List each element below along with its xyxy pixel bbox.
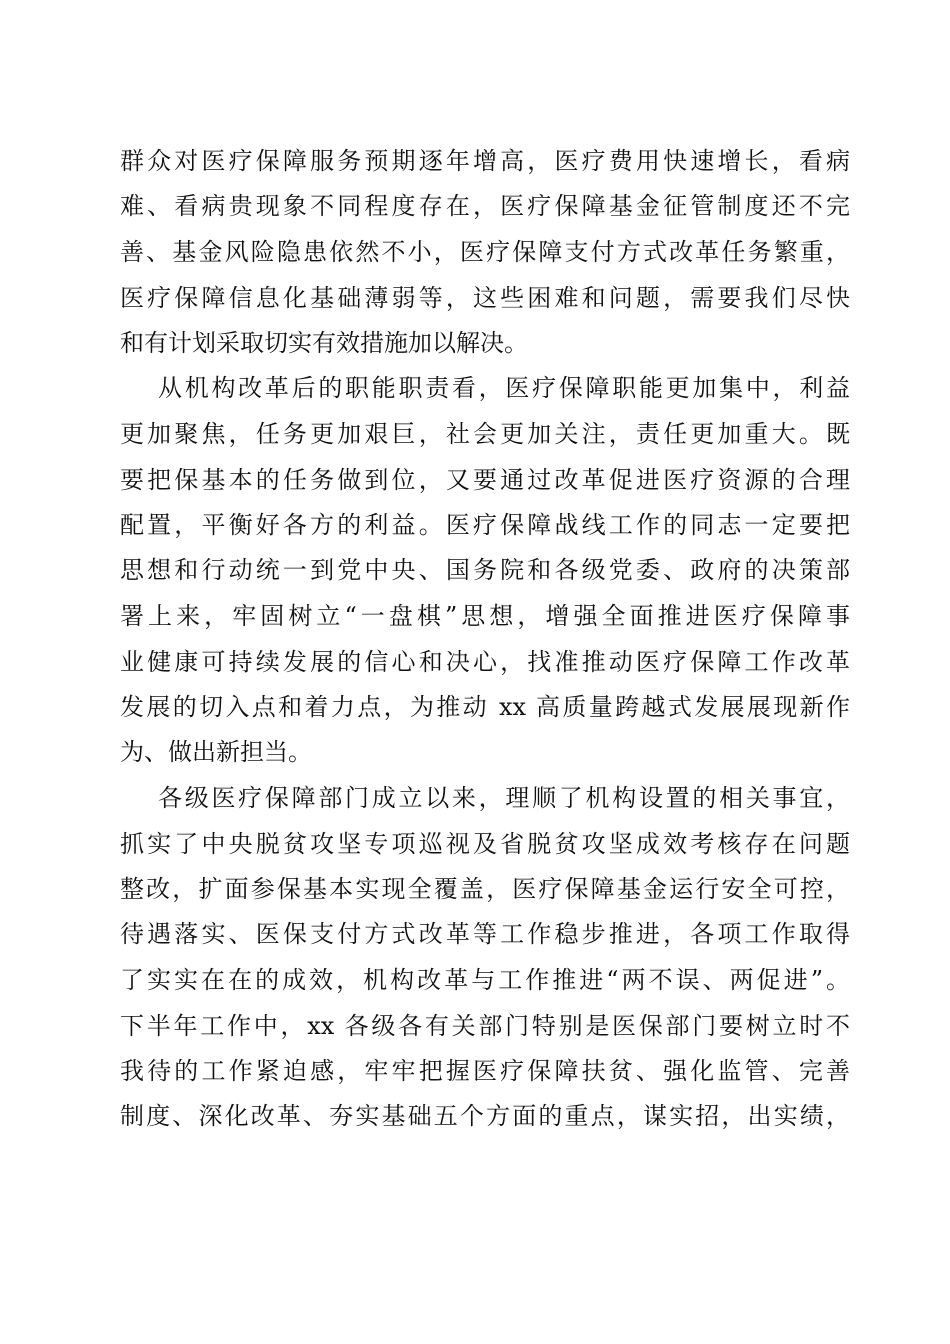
- paragraph-2-line-9: 为、做出新担当。: [120, 738, 312, 766]
- paragraph-2-line-7: 业健康可持续发展的信心和决心，找准推动医疗保障工作改革: [120, 648, 850, 676]
- paragraph-2-line-3: 要把保基本的任务做到位，又要通过改革促进医疗资源的合理: [120, 466, 850, 494]
- paragraph-1-line-2: 难、看病贵现象不同程度存在，医疗保障基金征管制度还不完: [120, 192, 850, 220]
- paragraph-3-line-8: 制度、深化改革、夯实基础五个方面的重点，谋实招，出实绩，: [120, 1102, 850, 1130]
- paragraph-1-line-3: 善、基金风险隐患依然不小，医疗保障支付方式改革任务繁重，: [120, 238, 850, 266]
- paragraph-3-line-6: 下半年工作中，xx 各级各有关部门特别是医保部门要树立时不: [120, 1012, 850, 1040]
- paragraph-2-line-2: 更加聚焦，任务更加艰巨，社会更加关注，责任更加重大。既: [120, 420, 850, 448]
- paragraph-2-line-8: 发展的切入点和着力点，为推动 xx 高质量跨越式发展展现新作: [120, 693, 850, 721]
- paragraph-3-line-2: 抓实了中央脱贫攻坚专项巡视及省脱贫攻坚成效考核存在问题: [120, 830, 850, 858]
- paragraph-2-line-1: 从机构改革后的职能职责看，医疗保障职能更加集中，利益: [158, 374, 850, 402]
- paragraph-3-line-5: 了实实在在的成效，机构改革与工作推进“两不误、两促进”。: [120, 966, 850, 994]
- paragraph-2-line-4: 配置，平衡好各方的利益。医疗保障战线工作的同志一定要把: [120, 511, 850, 539]
- paragraph-3-line-1: 各级医疗保障部门成立以来，理顺了机构设置的相关事宜，: [158, 784, 850, 812]
- paragraph-1-line-1: 群众对医疗保障服务预期逐年增高，医疗费用快速增长，看病: [120, 147, 850, 175]
- paragraph-1-line-5: 和有计划采取切实有效措施加以解决。: [120, 329, 528, 357]
- paragraph-1-line-4: 医疗保障信息化基础薄弱等，这些困难和问题，需要我们尽快: [120, 284, 850, 312]
- paragraph-2-line-5: 思想和行动统一到党中央、国务院和各级党委、政府的决策部: [120, 556, 850, 584]
- paragraph-3-line-7: 我待的工作紧迫感，牢牢把握医疗保障扶贫、强化监管、完善: [120, 1057, 850, 1085]
- paragraph-3-line-4: 待遇落实、医保支付方式改革等工作稳步推进，各项工作取得: [120, 920, 850, 948]
- paragraph-3-line-3: 整改，扩面参保基本实现全覆盖，医疗保障基金运行安全可控，: [120, 875, 850, 903]
- paragraph-2-line-6: 署上来，牢固树立“一盘棋”思想，增强全面推进医疗保障事: [120, 602, 850, 630]
